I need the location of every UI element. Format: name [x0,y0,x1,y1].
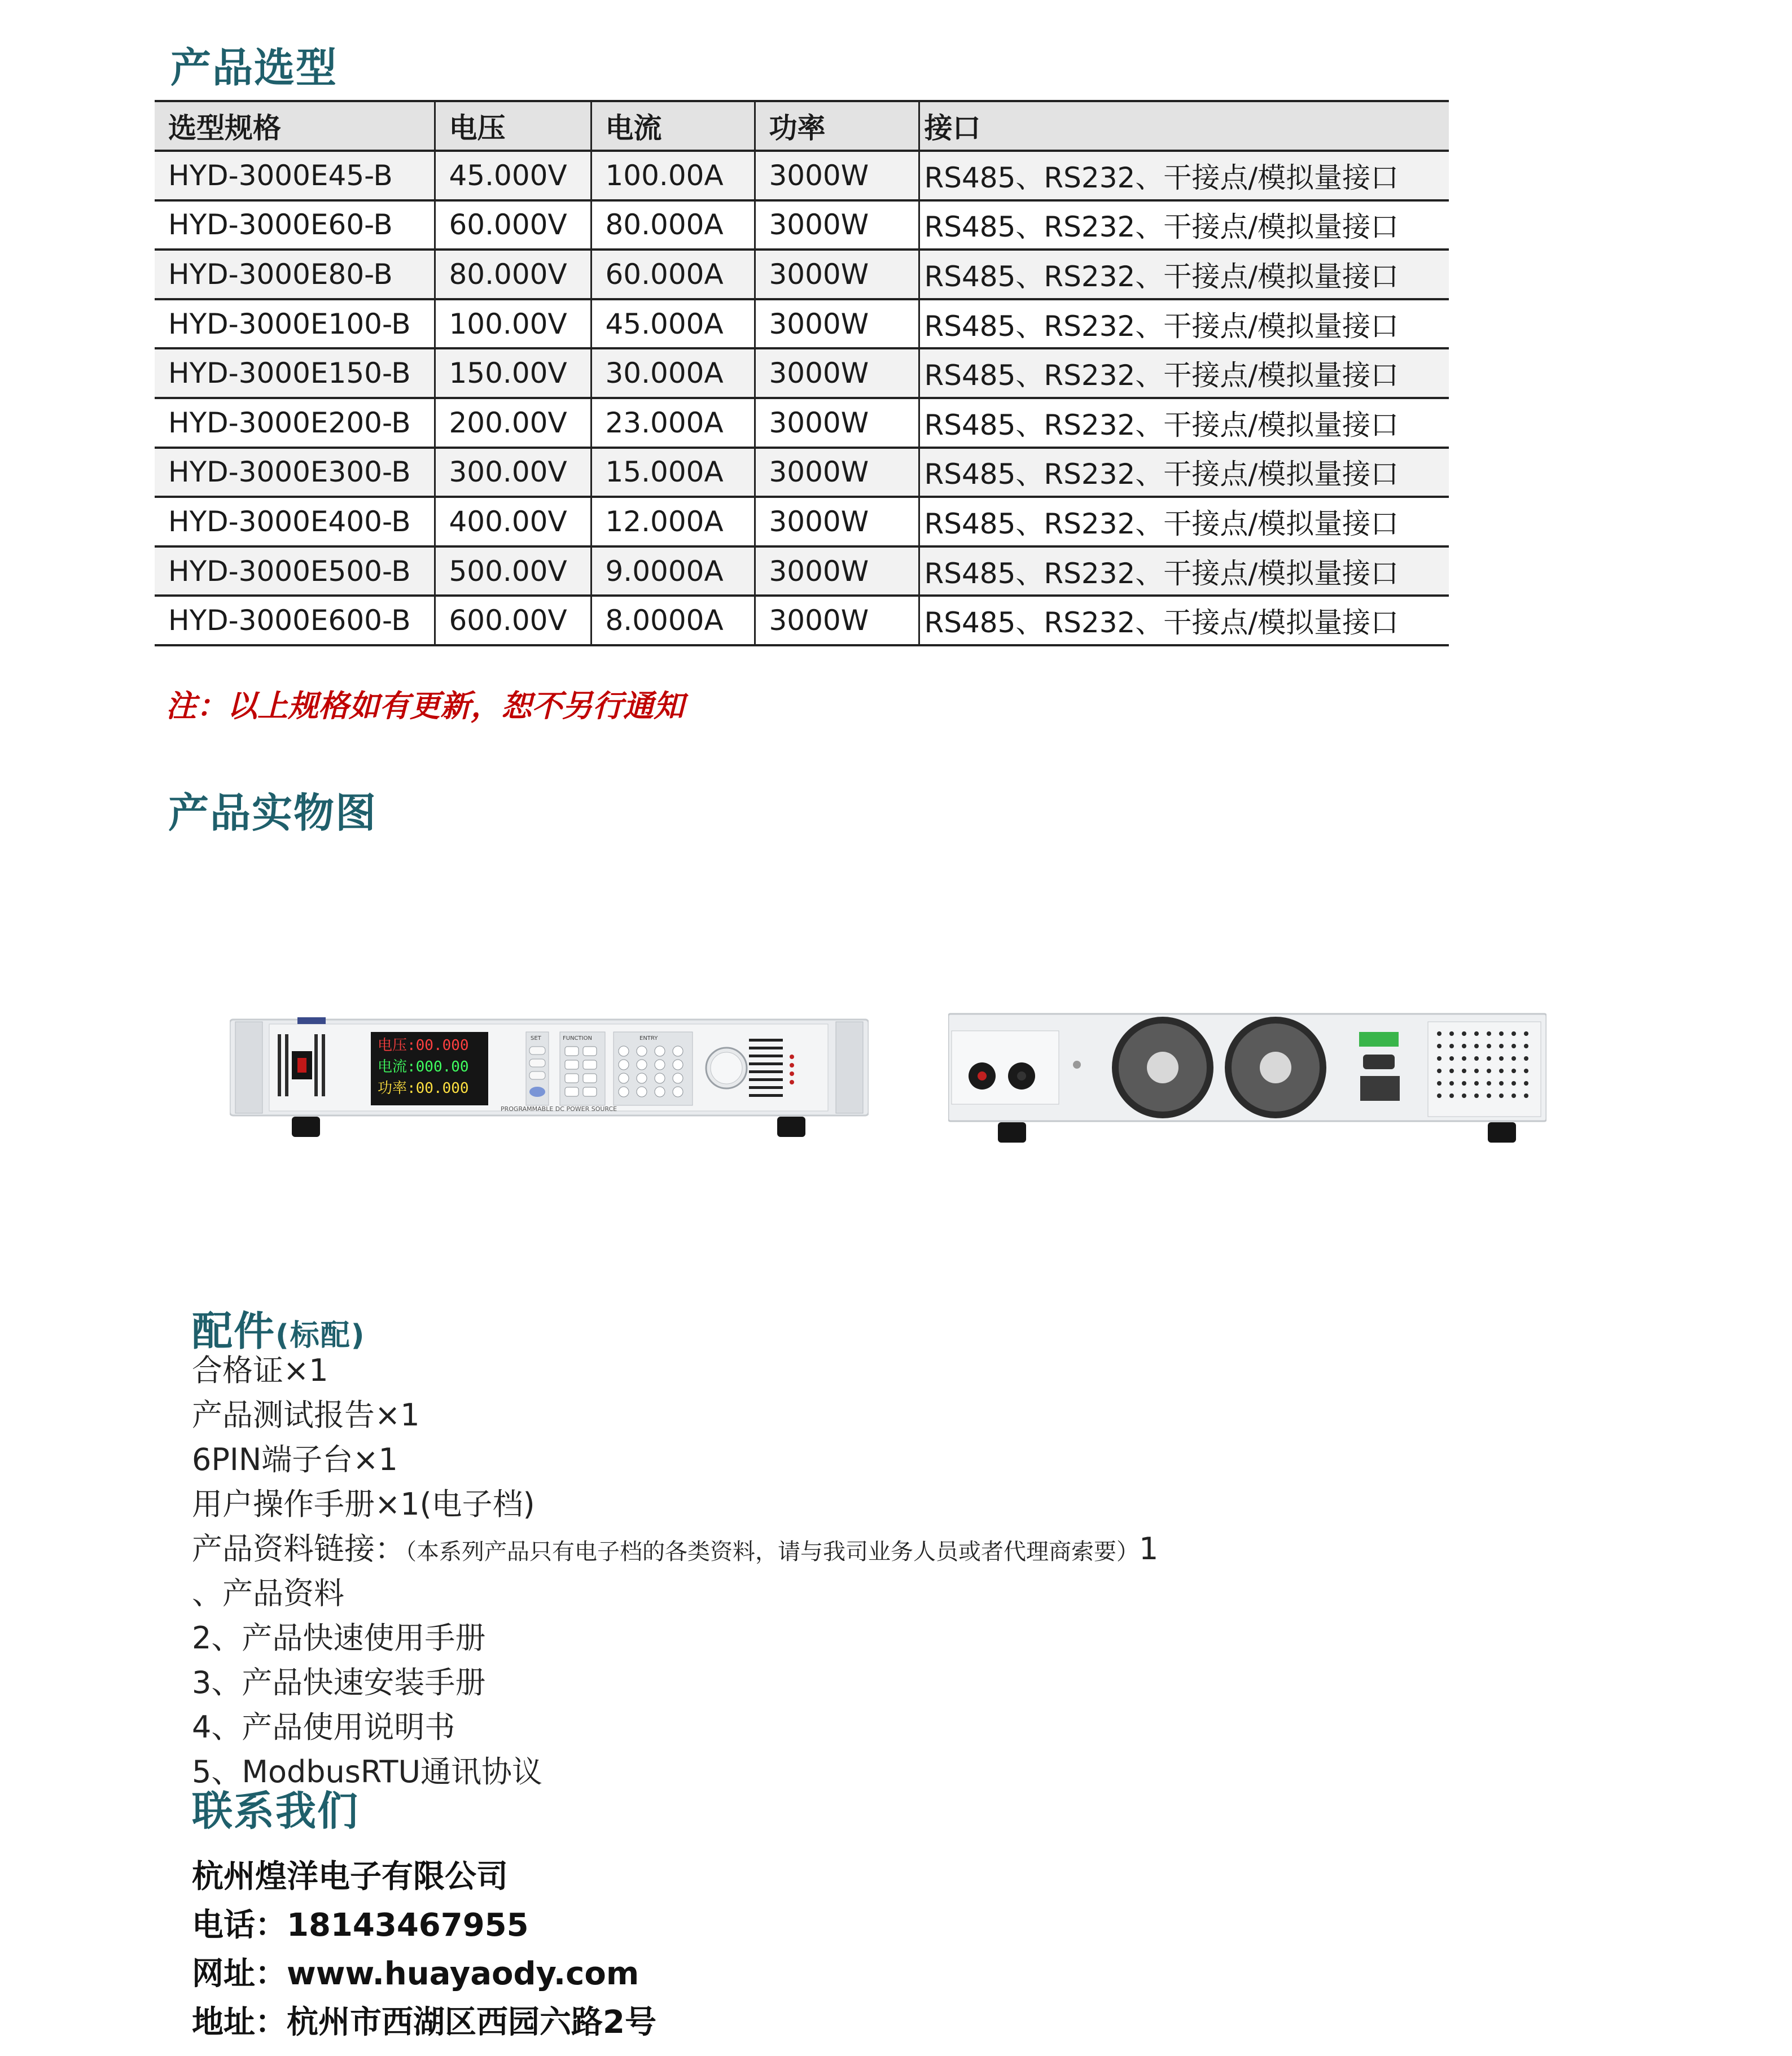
cell-current: 9.0000A [591,546,755,596]
header-interface: 接口 [919,101,1449,151]
cell-power: 3000W [755,299,919,349]
header-model: 选型规格 [155,101,435,151]
table-row [155,250,1449,299]
table-header-row [155,101,1449,151]
front-footer-label: PROGRAMMABLE DC POWER SOURCE [501,1105,617,1113]
cell-model: HYD-3000E80-B [155,250,435,299]
cell-current: 30.000A [591,348,755,398]
vent-hole [1487,1031,1491,1036]
entry-key [637,1073,647,1083]
doc-link-tail: 1 [1139,1531,1159,1567]
vent-hole [1474,1069,1479,1073]
doc-link-row [192,1526,1158,1571]
vent-hole [1462,1056,1466,1061]
entry-key [619,1046,629,1056]
vent-hole [1524,1044,1528,1048]
doc-link-note: （本系列产品只有电子档的各类资料，请与我司业务人员或者代理商索要） [405,1539,1139,1565]
vent-hole [1449,1093,1454,1098]
doc-item: 2、产品快速使用手册 [192,1620,486,1656]
accessories-list [192,1348,1158,1794]
section-title-selection: 产品选型 [170,44,338,91]
display-voltage: 电压:00.000 [378,1037,469,1054]
vent-hole [1474,1093,1479,1098]
vent-hole [1499,1056,1504,1061]
cell-current: 23.000A [591,398,755,448]
vent-hole [1524,1081,1528,1086]
display-power: 功率:00.000 [378,1080,469,1097]
cell-current: 15.000A [591,448,755,497]
accessory-item: 产品测试报告×1 [192,1397,420,1433]
accessories-title-suffix: (标配) [275,1319,366,1353]
cell-voltage: 45.000V [435,151,591,200]
header-voltage: 电压 [435,101,591,151]
vent-hole [1474,1056,1479,1061]
entry-key [655,1060,665,1070]
cell-interface: RS485、RS232、干接点/模拟量接口 [919,250,1449,299]
entry-key [655,1073,665,1083]
entry-key [637,1046,647,1056]
vent-hole [1449,1056,1454,1061]
vent-hole [1462,1069,1466,1073]
vent-hole [1511,1069,1516,1073]
cell-interface: RS485、RS232、干接点/模拟量接口 [919,151,1449,200]
doc-item: 4、产品使用说明书 [192,1709,455,1745]
function-key [565,1087,579,1096]
vent-hole [1449,1069,1454,1073]
entry-key [655,1087,665,1097]
vent-hole [1524,1069,1528,1073]
accessory-item: 6PIN端子台×1 [192,1442,398,1477]
front-panel-photo [230,1012,869,1141]
cell-model: HYD-3000E500-B [155,546,435,596]
vent-hole [1437,1093,1442,1098]
entry-key [637,1060,647,1070]
cell-interface: RS485、RS232、干接点/模拟量接口 [919,398,1449,448]
vent-hole [1437,1081,1442,1086]
vent-hole [1462,1081,1466,1086]
vent-hole [1524,1093,1528,1098]
update-note: 注：以上规格如有更新，恕不另行通知 [166,688,684,724]
table-row [155,497,1449,546]
vent-hole [1437,1044,1442,1048]
table-row [155,448,1449,497]
function-label: FUNCTION [563,1035,592,1042]
vent-hole [1511,1093,1516,1098]
table-row [155,398,1449,448]
vent-hole [1524,1031,1528,1036]
entry-key [673,1046,683,1056]
function-key [565,1047,579,1056]
vent-hole [1511,1056,1516,1061]
cell-voltage: 500.00V [435,546,591,596]
entry-key [619,1073,629,1083]
cell-voltage: 400.00V [435,497,591,546]
cell-current: 45.000A [591,299,755,349]
set-label: SET [531,1035,541,1042]
cell-current: 8.0000A [591,596,755,645]
entry-key [655,1046,665,1056]
vent-hole [1437,1031,1442,1036]
vent-hole [1499,1069,1504,1073]
entry-key [673,1087,683,1097]
function-key [583,1047,597,1056]
cell-power: 3000W [755,596,919,645]
cell-current: 100.00A [591,151,755,200]
table-row [155,299,1449,349]
cell-model: HYD-3000E100-B [155,299,435,349]
table-row [155,348,1449,398]
vent-hole [1511,1031,1516,1036]
accessories-title: 配件 [192,1307,276,1355]
cell-voltage: 300.00V [435,448,591,497]
cell-model: HYD-3000E200-B [155,398,435,448]
cell-current: 12.000A [591,497,755,546]
entry-key [673,1060,683,1070]
vent-hole [1474,1081,1479,1086]
vent-hole [1487,1044,1491,1048]
vent-hole [1474,1031,1479,1036]
website-link[interactable]: 网址：www.huayaody.com [192,1956,639,1992]
vent-hole [1499,1044,1504,1048]
entry-label: ENTRY [639,1035,658,1042]
cell-power: 3000W [755,546,919,596]
cell-power: 3000W [755,250,919,299]
vent-hole [1462,1031,1466,1036]
rear-panel-photo [948,1003,1546,1149]
function-key [583,1060,597,1069]
accessory-item: 用户操作手册×1(电子档) [192,1486,535,1522]
cell-model: HYD-3000E60-B [155,200,435,250]
cell-current: 80.000A [591,200,755,250]
cell-voltage: 100.00V [435,299,591,349]
doc-link-label: 产品资料链接： [192,1531,405,1567]
cell-model: HYD-3000E150-B [155,348,435,398]
vent-hole [1499,1031,1504,1036]
table-row [155,151,1449,200]
header-power: 功率 [755,101,919,151]
contact-block [192,1853,656,2047]
cell-model: HYD-3000E400-B [155,497,435,546]
cell-interface: RS485、RS232、干接点/模拟量接口 [919,348,1449,398]
vent-hole [1487,1081,1491,1086]
cell-power: 3000W [755,398,919,448]
cell-power: 3000W [755,448,919,497]
cell-voltage: 60.000V [435,200,591,250]
vent-hole [1487,1093,1491,1098]
address: 地址：杭州市西湖区西园六路2号 [192,2004,656,2041]
cell-interface: RS485、RS232、干接点/模拟量接口 [919,448,1449,497]
entry-key [619,1087,629,1097]
cell-interface: RS485、RS232、干接点/模拟量接口 [919,546,1449,596]
table-row [155,200,1449,250]
doc-item: 、产品资料 [192,1576,344,1611]
function-key [565,1074,579,1083]
cell-interface: RS485、RS232、干接点/模拟量接口 [919,596,1449,645]
cell-voltage: 150.00V [435,348,591,398]
entry-key [619,1060,629,1070]
vent-hole [1499,1093,1504,1098]
cell-power: 3000W [755,151,919,200]
function-key [565,1060,579,1069]
cell-power: 3000W [755,348,919,398]
vent-hole [1511,1044,1516,1048]
company-name: 杭州煌洋电子有限公司 [192,1858,508,1895]
section-title-photos: 产品实物图 [168,789,378,837]
vent-hole [1437,1069,1442,1073]
doc-item: 3、产品快速安装手册 [192,1665,486,1700]
vent-hole [1449,1081,1454,1086]
cell-power: 3000W [755,200,919,250]
vent-hole [1487,1056,1491,1061]
function-key [583,1087,597,1096]
cell-current: 60.000A [591,250,755,299]
cell-voltage: 600.00V [435,596,591,645]
vent-hole [1499,1081,1504,1086]
header-current: 电流 [591,101,755,151]
table-row [155,546,1449,596]
cell-power: 3000W [755,497,919,546]
vent-hole [1474,1044,1479,1048]
section-title-contact: 联系我们 [192,1787,360,1835]
cell-model: HYD-3000E600-B [155,596,435,645]
entry-key [673,1073,683,1083]
vent-hole [1449,1044,1454,1048]
cell-voltage: 80.000V [435,250,591,299]
cell-interface: RS485、RS232、干接点/模拟量接口 [919,497,1449,546]
vent-hole [1462,1093,1466,1098]
doc-item: 5、ModbusRTU通讯协议 [192,1754,542,1790]
entry-key [637,1087,647,1097]
phone: 电话：18143467955 [192,1907,529,1944]
vent-hole [1449,1031,1454,1036]
display-current: 电流:000.00 [378,1058,469,1075]
table-row [155,596,1449,645]
vent-hole [1487,1069,1491,1073]
function-key [583,1074,597,1083]
cell-voltage: 200.00V [435,398,591,448]
cell-interface: RS485、RS232、干接点/模拟量接口 [919,200,1449,250]
vent-hole [1462,1044,1466,1048]
vent-hole [1511,1081,1516,1086]
spec-table [155,100,1449,646]
cell-interface: RS485、RS232、干接点/模拟量接口 [919,299,1449,349]
accessory-item: 合格证×1 [192,1353,328,1388]
cell-model: HYD-3000E45-B [155,151,435,200]
vent-hole [1437,1056,1442,1061]
cell-model: HYD-3000E300-B [155,448,435,497]
vent-hole [1524,1056,1528,1061]
